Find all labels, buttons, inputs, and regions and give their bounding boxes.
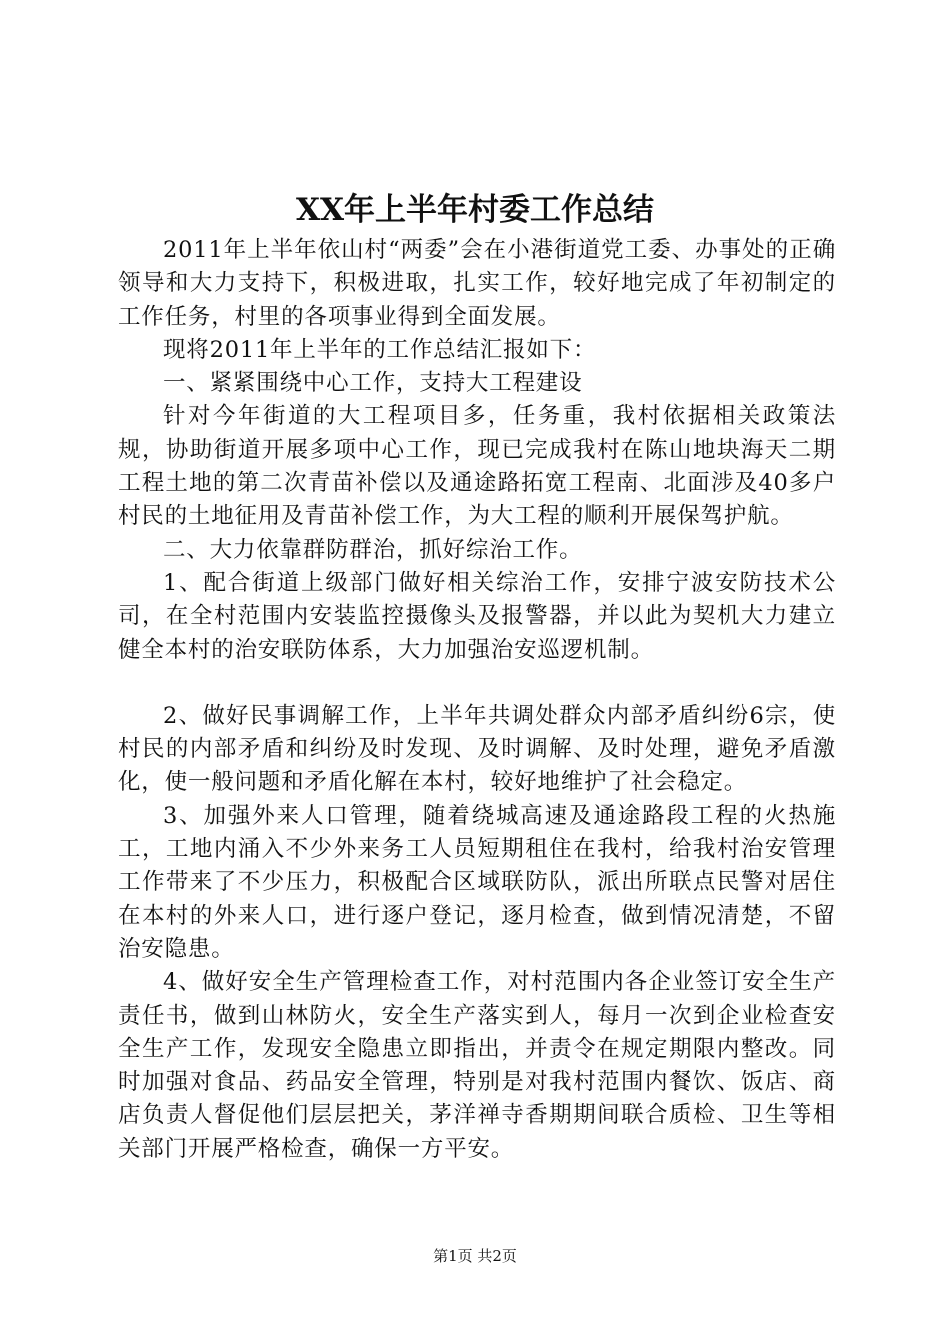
section-heading-1: 一、紧紧围绕中心工作，支持大工程建设 xyxy=(163,370,583,397)
paragraph-item-1: 1、配合街道上级部门做好相关综治工作，安排宁波安防技术公司，在全村范围内安装监控摄像头及报警器，并以此为契机大力建立健全本村的治安联防体系，大力加强治安巡逻机制。 xyxy=(118,569,836,663)
paragraph-item-3: 3、加强外来人口管理，随着绕城高速及通途路段工程的火热施工，工地内涌入不少外来务工人员短期租住在我村，给我村治安管理工作带来了不少压力，积极配合区域联防队，派出所联点民警对居住在本村的外来人口，进行逐户登记，逐月检查，做到情况清楚，不留治安隐患。 xyxy=(118,802,836,962)
paragraph-report-lead: 现将2011年上半年的工作总结汇报如下： xyxy=(163,336,597,363)
page-number-footer: 第1页 共2页 xyxy=(433,1247,517,1265)
paragraph-section-1: 针对今年街道的大工程项目多，任务重，我村依据相关政策法规，协助街道开展多项中心工作，现已完成我村在陈山地块海天二期工程土地的第二次青苗补偿以及通途路拓宽工程南、北面涉及40多户村民的土地征用及青苗补偿工作，为大工程的顺利开展保驾护航。 xyxy=(118,403,836,530)
document-body xyxy=(118,234,836,1166)
document-title: XX年上半年村委工作总结 xyxy=(295,192,655,228)
paragraph-intro: 2011年上半年依山村“两委”会在小港街道党工委、办事处的正确领导和大力支持下，积极进取，扎实工作，较好地完成了年初制定的工作任务，村里的各项事业得到全面发展。 xyxy=(118,237,836,330)
paragraph-item-2: 2、做好民事调解工作，上半年共调处群众内部矛盾纠纷6宗，使村民的内部矛盾和纠纷及时发现、及时调解、及时处理，避免矛盾激化，使一般问题和矛盾化解在本村，较好地维护了社会稳定。 xyxy=(118,702,836,796)
section-heading-2: 二、大力依靠群防群治，抓好综治工作。 xyxy=(163,536,583,563)
paragraph-item-4: 4、做好安全生产管理检查工作，对村范围内各企业签订安全生产责任书，做到山林防火，安全生产落实到人，每月一次到企业检查安全生产工作，发现安全隐患立即指出，并责令在规定期限内整改。同时加强对食品、药品安全管理，特别是对我村范围内餐饮、饭店、商店负责人督促他们层层把关，茅洋禅寺香期期间联合质检、卫生等相关部门开展严格检查，确保一方平安。 xyxy=(118,969,836,1162)
